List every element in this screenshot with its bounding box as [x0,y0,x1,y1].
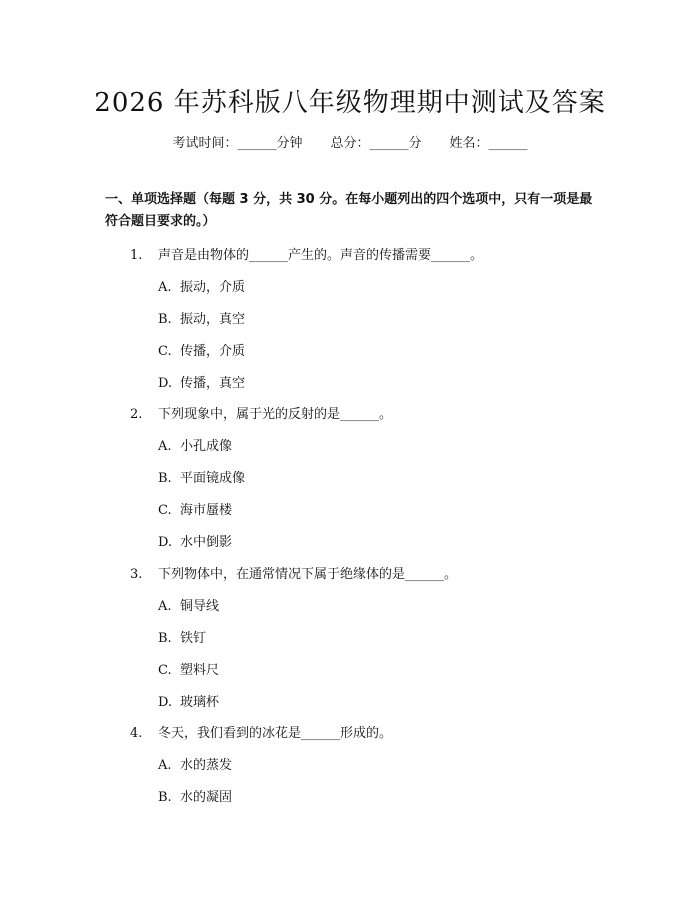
question-text: 下列物体中，在通常情况下属于绝缘体的是______。 [158,567,458,582]
question-1-option-a [158,276,245,295]
exam-time-field: 考试时间：______分钟 [172,136,303,151]
option-text: 塑料尺 [180,663,220,678]
option-text: 海市蜃楼 [180,503,233,518]
question-2-option-b [158,467,245,486]
question-3 [130,563,457,582]
page-title: 2026 年苏科版八年级物理期中测试及答案 [94,88,606,118]
option-letter: D. [158,376,173,391]
option-text: 传播，真空 [180,376,246,391]
question-number: 3. [130,567,143,582]
question-2-option-c [158,499,232,518]
option-text: 铁钉 [180,631,207,646]
question-4-option-b [158,786,232,805]
question-4 [130,722,392,741]
total-score-field: 总分：______分 [330,136,422,151]
option-letter: A. [158,599,172,614]
question-3-option-b [158,627,206,646]
option-letter: C. [158,503,172,518]
question-2-option-a [158,435,232,454]
question-2-option-d [158,531,232,550]
option-text: 平面镜成像 [180,471,246,486]
option-text: 传播，介质 [180,344,246,359]
question-3-option-a [158,595,219,614]
option-text: 小孔成像 [180,439,233,454]
option-letter: D. [158,535,173,550]
option-letter: D. [158,695,173,710]
question-3-option-c [158,659,219,678]
question-2 [130,403,392,422]
option-text: 水的凝固 [180,790,233,805]
question-3-option-d [158,691,219,710]
option-letter: B. [158,790,172,805]
option-letter: C. [158,344,172,359]
exam-meta [0,132,700,151]
question-1 [130,244,483,263]
question-1-option-d [158,372,245,391]
question-number: 1. [130,248,143,263]
option-text: 铜导线 [180,599,220,614]
question-text: 声音是由物体的______产生的。声音的传播需要______。 [158,248,484,263]
question-1-option-b [158,308,245,327]
option-letter: C. [158,663,172,678]
question-text: 下列现象中，属于光的反射的是______。 [158,407,393,422]
question-number: 2. [130,407,143,422]
question-number: 4. [130,726,143,741]
option-letter: B. [158,471,172,486]
option-letter: A. [158,439,172,454]
question-text: 冬天，我们看到的冰花是______形成的。 [158,726,393,741]
option-text: 玻璃杯 [180,695,220,710]
option-letter: B. [158,631,172,646]
option-letter: A. [158,758,172,773]
question-1-option-c [158,340,245,359]
option-letter: A. [158,280,172,295]
student-name-field: 姓名：______ [449,136,528,151]
option-text: 水中倒影 [180,535,233,550]
question-4-option-a [158,754,232,773]
option-text: 水的蒸发 [180,758,233,773]
option-text: 振动，真空 [180,312,246,327]
option-letter: B. [158,312,172,327]
option-text: 振动，介质 [180,280,246,295]
section-heading-single-choice: 一、单项选择题（每题 3 分，共 30 分。在每小题列出的四个选项中，只有一项是最符合题目要求的。） [105,192,593,229]
